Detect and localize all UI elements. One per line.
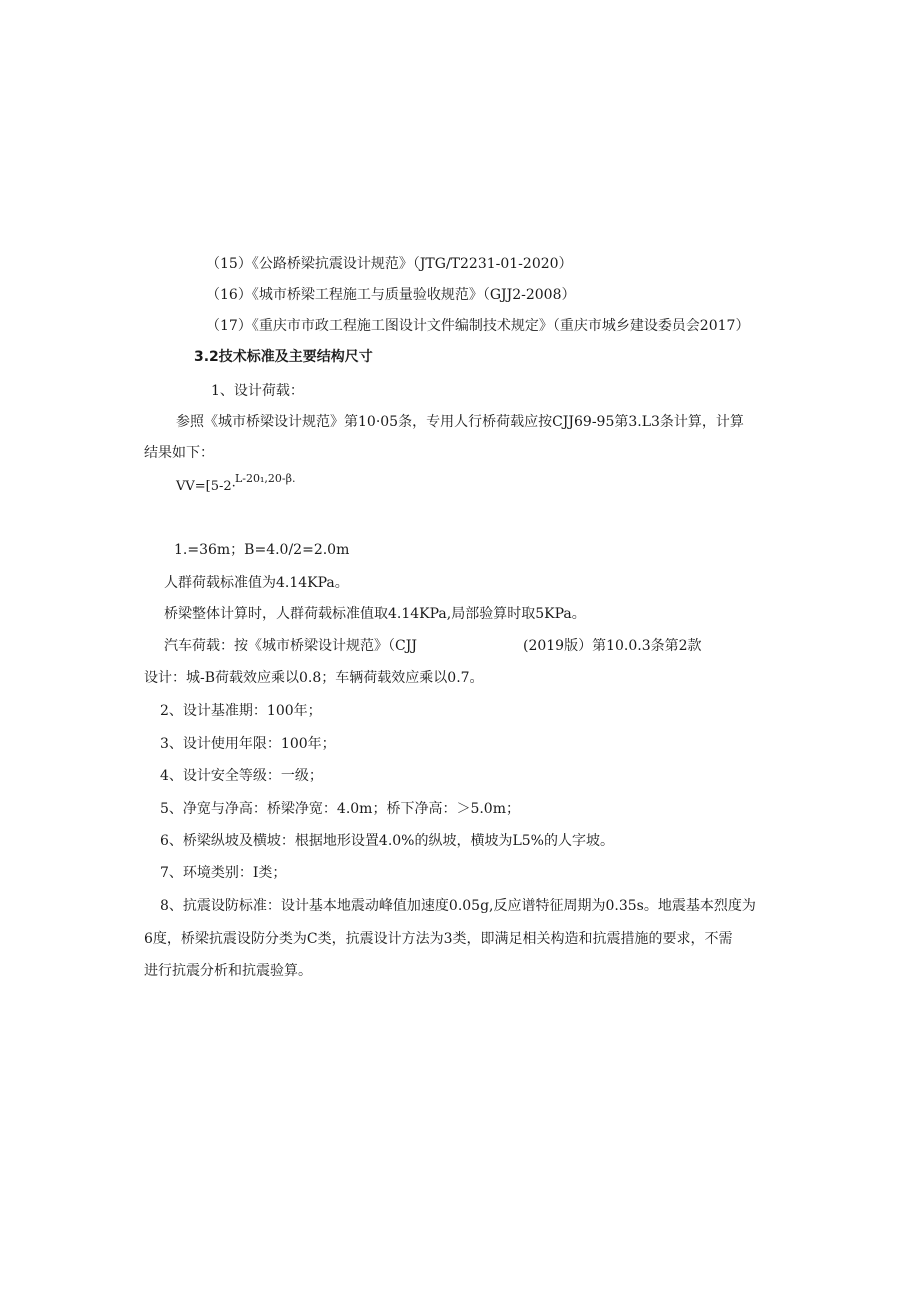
crowd-load-2: 桥梁整体计算时，人群荷载标准值取4.14KPa,局部验算时取5KPa。: [164, 606, 586, 622]
item-4: 4、设计安全等级：一级；: [160, 768, 323, 784]
vehicle-load-b: (2019版）第10.0.3条第2款: [523, 638, 702, 654]
vehicle-load-a: 汽车荷载：按《城市桥梁设计规范》（CJJ: [164, 638, 417, 654]
vehicle-load-line-2: 设计：城-B荷载效应乘以0.8；车辆荷载效应乘以0.7。: [144, 670, 484, 686]
crowd-load-1: 人群荷载标准值为4.14KPa。: [164, 575, 349, 591]
item-5: 5、净宽与净高：桥梁净宽：4.0m；桥下净高：＞5.0m；: [160, 801, 520, 817]
section-title: 3.2技术标准及主要结构尺寸: [194, 349, 373, 365]
item-8-line-3: 进行抗震分析和抗震验算。: [144, 963, 312, 979]
formula-values: 1.=36m；B=4.0/2=2.0m: [174, 542, 350, 558]
item-2: 2、设计基准期：100年；: [160, 703, 322, 719]
item-3: 3、设计使用年限：100年；: [160, 736, 336, 752]
reference-16: （16）《城市桥梁工程施工与质量验收规范》（GJJ2-2008）: [206, 287, 576, 303]
para-1-line-2: 结果如下：: [144, 445, 214, 461]
item-6: 6、桥梁纵坡及横坡：根据地形设置4.0%的纵坡，横坡为L5%的人字坡。: [160, 833, 614, 849]
item-8-line-1: 8、抗震设防标准：设计基本地震动峰值加速度0.05g,反应谱特征周期为0.35s。地震基本烈度为: [160, 898, 756, 914]
item-8-line-2: 6度，桥梁抗震设防分类为C类，抗震设计方法为3类，即满足相关构造和抗震措施的要求，不需: [144, 931, 733, 947]
item-7: 7、环境类别：I类；: [160, 865, 287, 881]
item-1-title: 1、设计荷载：: [211, 383, 304, 399]
para-1-line-1: 参照《城市桥梁设计规范》第10·05条，专用人行桥荷载应按CJJ69-95第3.L3条计算，计算: [176, 414, 744, 430]
reference-15: （15）《公路桥梁抗震设计规范》（JTG/T2231-01-2020）: [206, 256, 573, 272]
formula-right: L-20₁,20-β.: [235, 472, 296, 485]
reference-17: （17）《重庆市市政工程施工图设计文件编制技术规定》（重庆市城乡建设委员会2017）: [206, 318, 750, 334]
formula-left: VV=[5-2·: [176, 479, 236, 494]
